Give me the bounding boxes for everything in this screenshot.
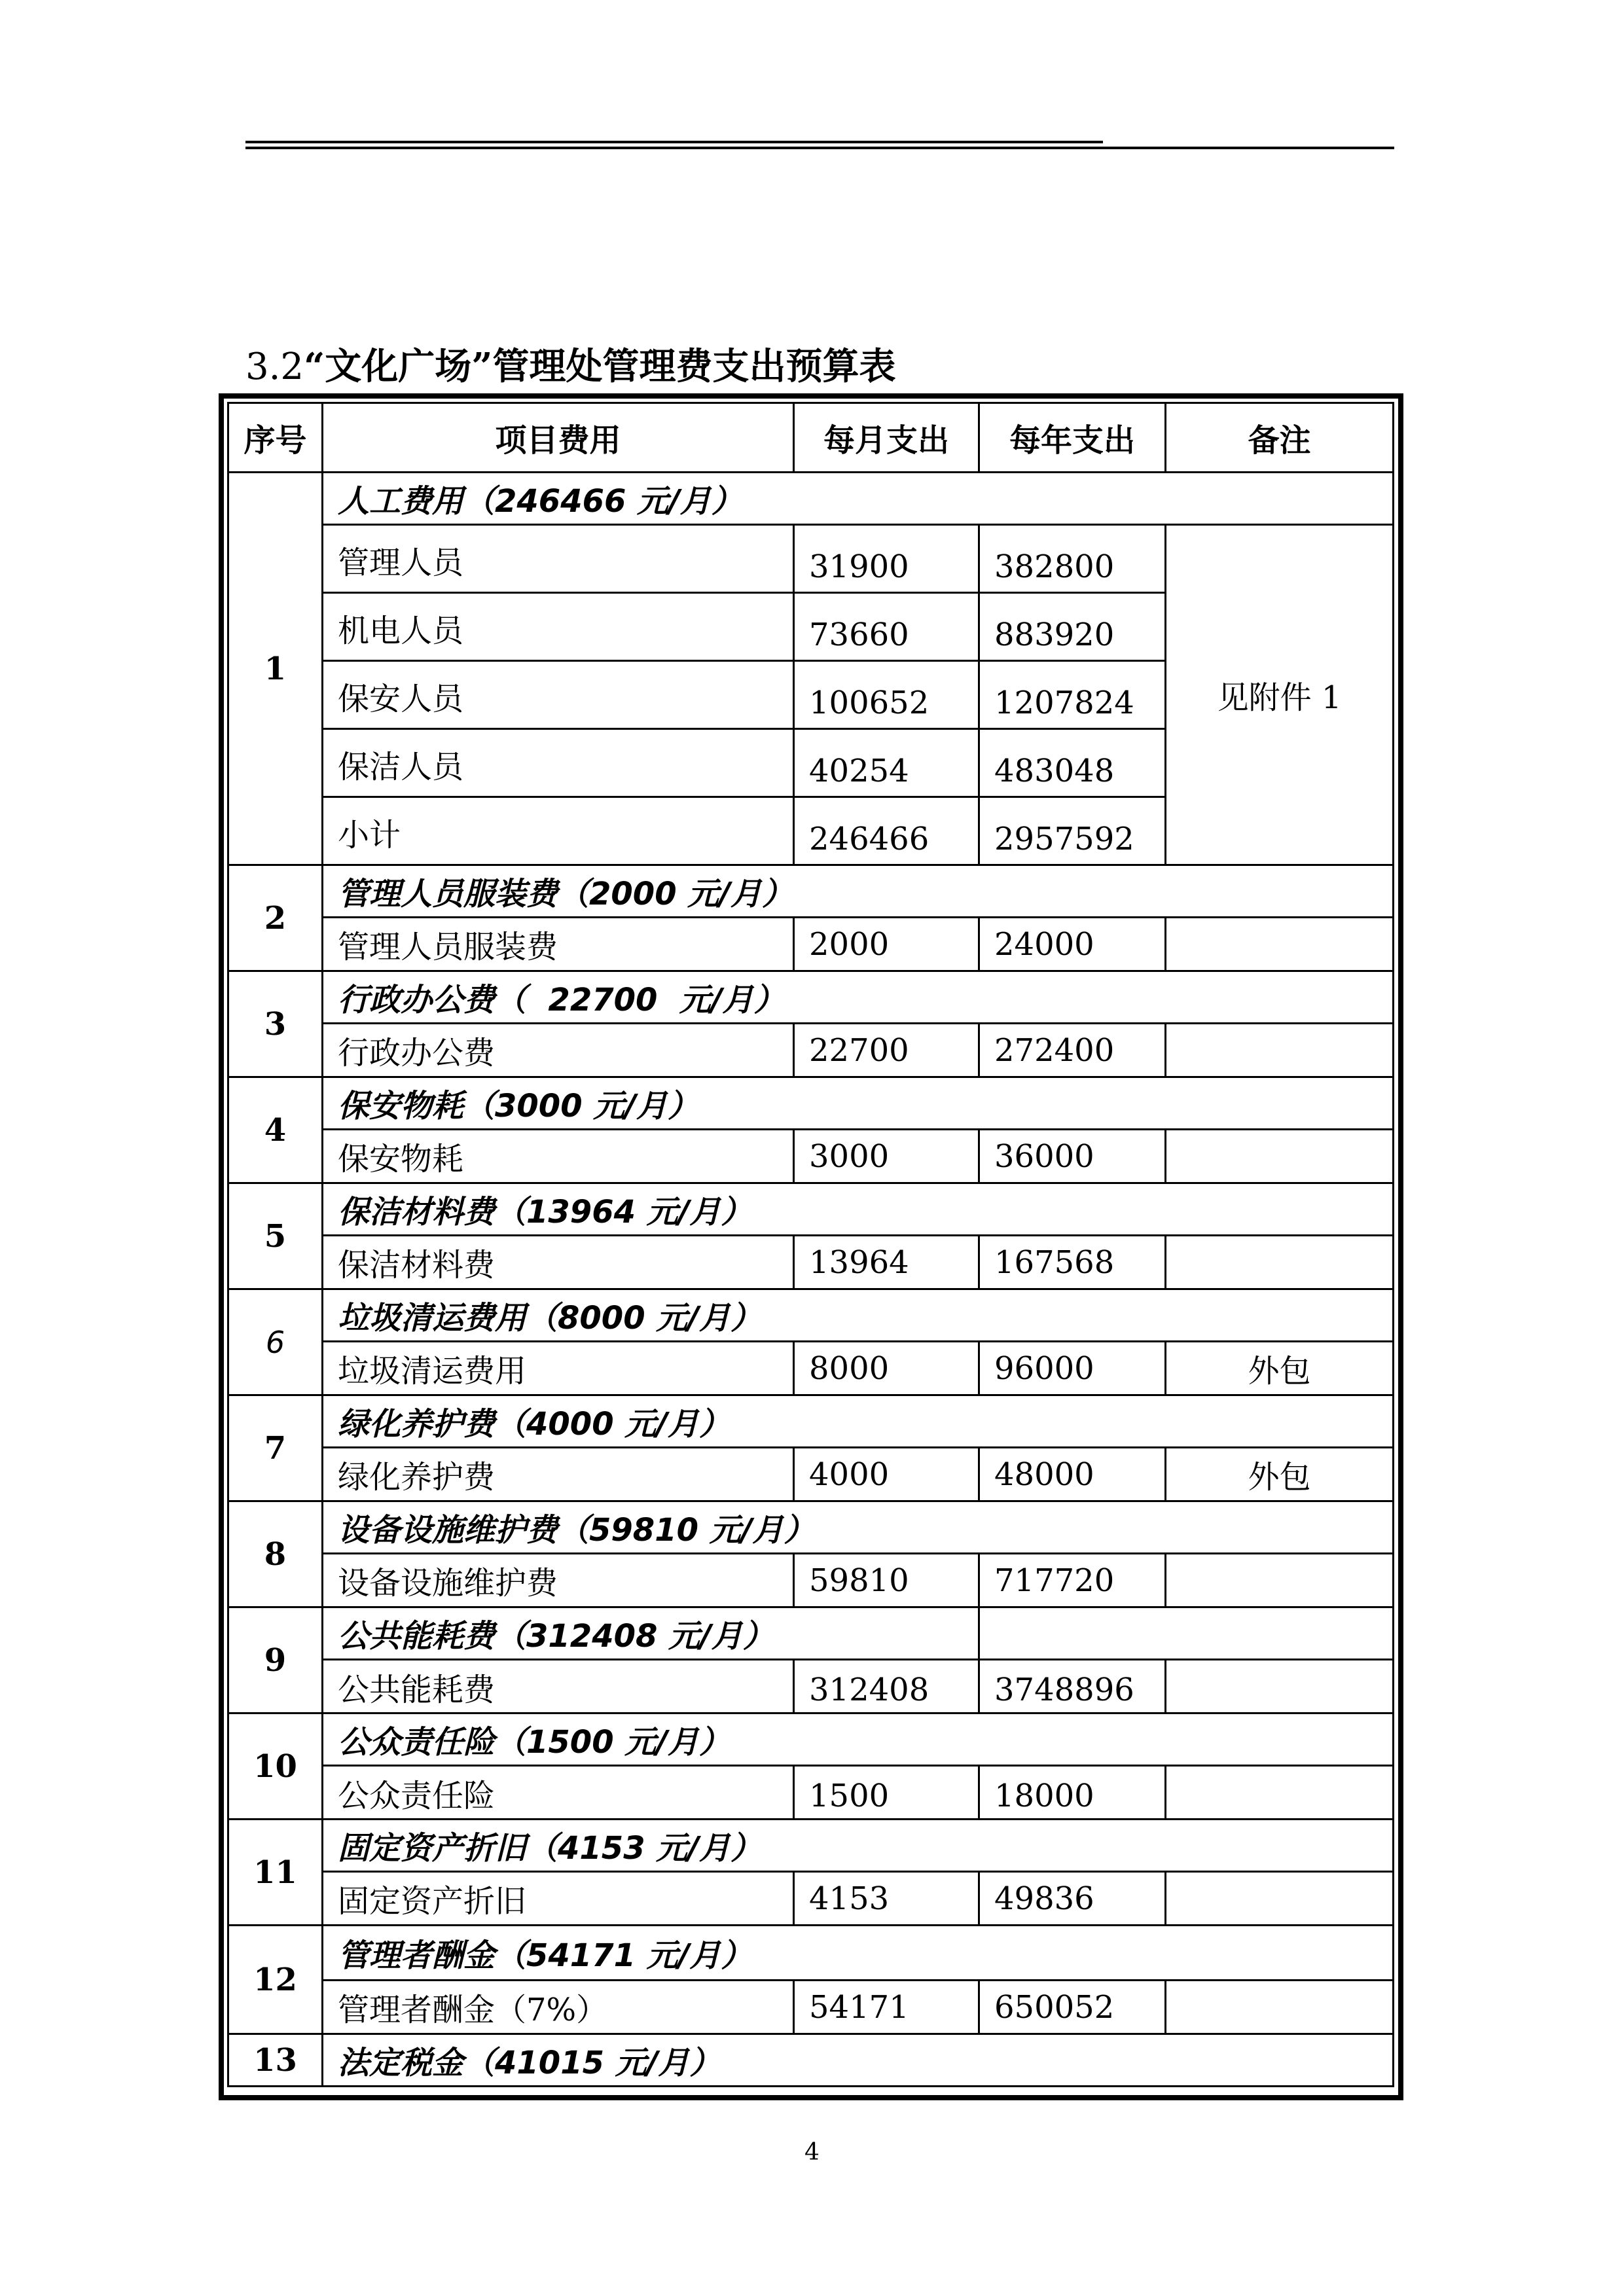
- table-row: [228, 1130, 1394, 1183]
- item-cell: 小计: [323, 797, 794, 865]
- category-title: 公众责任险（1500 元/月）: [323, 1713, 1394, 1766]
- seq-cell: 10: [228, 1713, 323, 1820]
- table-row: [228, 1448, 1394, 1501]
- header-rule-short: [245, 141, 1103, 143]
- title-number: 3.2: [245, 346, 304, 388]
- header-note: 备注: [1166, 403, 1394, 473]
- seq-cell: 11: [228, 1820, 323, 1926]
- category-row: [228, 473, 1394, 525]
- monthly-cell: 3000: [794, 1130, 979, 1183]
- table-row: [228, 1342, 1394, 1395]
- item-cell: 保安人员: [323, 661, 794, 729]
- item-cell: 管理者酬金（7%）: [323, 1981, 794, 2034]
- header-item: 项目费用: [323, 403, 794, 473]
- note-cell: [1166, 1236, 1394, 1289]
- seq-cell: 12: [228, 1926, 323, 2034]
- table-row: [228, 1554, 1394, 1607]
- monthly-cell: 246466: [794, 797, 979, 865]
- monthly-cell: 40254: [794, 729, 979, 797]
- monthly-cell: 54171: [794, 1981, 979, 2034]
- category-row: [228, 1607, 1394, 1660]
- seq-cell: 5: [228, 1183, 323, 1289]
- yearly-cell: 272400: [979, 1024, 1166, 1077]
- note-cell: [1166, 1981, 1394, 2034]
- seq-cell: 7: [228, 1395, 323, 1501]
- yearly-cell: 382800: [979, 525, 1166, 593]
- monthly-cell: 4153: [794, 1872, 979, 1926]
- yearly-cell: 883920: [979, 593, 1166, 661]
- category-row: [228, 865, 1394, 918]
- category-row: [228, 1820, 1394, 1872]
- yearly-cell: 96000: [979, 1342, 1166, 1395]
- yearly-cell: 3748896: [979, 1660, 1166, 1713]
- monthly-cell: 4000: [794, 1448, 979, 1501]
- category-row: [228, 971, 1394, 1024]
- empty-cell: [979, 1607, 1394, 1660]
- item-cell: 管理人员: [323, 525, 794, 593]
- table-row: [228, 1981, 1394, 2034]
- note-cell: 见附件 1: [1166, 525, 1394, 865]
- yearly-cell: 167568: [979, 1236, 1166, 1289]
- monthly-cell: 22700: [794, 1024, 979, 1077]
- category-row: [228, 1183, 1394, 1236]
- category-title: 管理人员服装费（2000 元/月）: [323, 865, 1394, 918]
- yearly-cell: 18000: [979, 1766, 1166, 1820]
- title-text: “文化广场”管理处管理费支出预算表: [304, 345, 896, 388]
- seq-cell: 4: [228, 1077, 323, 1183]
- item-cell: 公众责任险: [323, 1766, 794, 1820]
- seq-cell: 1: [228, 473, 323, 865]
- table-row: [228, 1872, 1394, 1926]
- note-cell: [1166, 1766, 1394, 1820]
- table-row: [228, 918, 1394, 971]
- yearly-cell: 36000: [979, 1130, 1166, 1183]
- monthly-cell: 100652: [794, 661, 979, 729]
- seq-cell: 13: [228, 2034, 323, 2087]
- item-cell: 固定资产折旧: [323, 1872, 794, 1926]
- header-yearly: 每年支出: [979, 403, 1166, 473]
- table-row: [228, 1766, 1394, 1820]
- item-cell: 保洁材料费: [323, 1236, 794, 1289]
- category-title: 行政办公费（ 22700 元/月）: [323, 971, 1394, 1024]
- monthly-cell: 59810: [794, 1554, 979, 1607]
- table-row: [228, 1660, 1394, 1713]
- monthly-cell: 31900: [794, 525, 979, 593]
- note-cell: [1166, 1130, 1394, 1183]
- item-cell: 保洁人员: [323, 729, 794, 797]
- item-cell: 设备设施维护费: [323, 1554, 794, 1607]
- category-title: 绿化养护费（4000 元/月）: [323, 1395, 1394, 1448]
- monthly-cell: 8000: [794, 1342, 979, 1395]
- monthly-cell: 2000: [794, 918, 979, 971]
- header-rule-long: [245, 147, 1394, 149]
- table-row: [228, 1024, 1394, 1077]
- budget-table: [227, 402, 1394, 2087]
- page-title: [245, 337, 895, 397]
- note-cell: [1166, 1872, 1394, 1926]
- category-row: [228, 1713, 1394, 1766]
- seq-cell: 3: [228, 971, 323, 1077]
- seq-cell: 8: [228, 1501, 323, 1607]
- category-row: [228, 2034, 1394, 2087]
- category-row: [228, 1289, 1394, 1342]
- category-title: 人工费用（246466 元/月）: [323, 473, 1394, 525]
- note-cell: [1166, 918, 1394, 971]
- category-title: 固定资产折旧（4153 元/月）: [323, 1820, 1394, 1872]
- item-cell: 行政办公费: [323, 1024, 794, 1077]
- seq-cell: 2: [228, 865, 323, 971]
- category-title: 法定税金（41015 元/月）: [323, 2034, 1394, 2087]
- category-title: 垃圾清运费用（8000 元/月）: [323, 1289, 1394, 1342]
- monthly-cell: 13964: [794, 1236, 979, 1289]
- yearly-cell: 49836: [979, 1872, 1166, 1926]
- note-cell: 外包: [1166, 1448, 1394, 1501]
- yearly-cell: 483048: [979, 729, 1166, 797]
- item-cell: 机电人员: [323, 593, 794, 661]
- category-row: [228, 1077, 1394, 1130]
- item-cell: 绿化养护费: [323, 1448, 794, 1501]
- yearly-cell: 24000: [979, 918, 1166, 971]
- table-row: [228, 525, 1394, 593]
- monthly-cell: 1500: [794, 1766, 979, 1820]
- yearly-cell: 48000: [979, 1448, 1166, 1501]
- item-cell: 管理人员服装费: [323, 918, 794, 971]
- seq-cell: 6: [228, 1289, 323, 1395]
- category-row: [228, 1501, 1394, 1554]
- note-cell: [1166, 1554, 1394, 1607]
- header-seq: 序号: [228, 403, 323, 473]
- table-header-row: [228, 403, 1394, 473]
- header-monthly: 每月支出: [794, 403, 979, 473]
- monthly-cell: 73660: [794, 593, 979, 661]
- note-cell: [1166, 1024, 1394, 1077]
- category-title: 保安物耗（3000 元/月）: [323, 1077, 1394, 1130]
- category-title: 管理者酬金（54171 元/月）: [323, 1926, 1394, 1981]
- note-cell: 外包: [1166, 1342, 1394, 1395]
- item-cell: 公共能耗费: [323, 1660, 794, 1713]
- item-cell: 垃圾清运费用: [323, 1342, 794, 1395]
- category-title: 保洁材料费（13964 元/月）: [323, 1183, 1394, 1236]
- yearly-cell: 1207824: [979, 661, 1166, 729]
- category-row: [228, 1926, 1394, 1981]
- page-number: 4: [804, 2139, 820, 2166]
- category-title: 公共能耗费（312408 元/月）: [323, 1607, 979, 1660]
- yearly-cell: 2957592: [979, 797, 1166, 865]
- yearly-cell: 717720: [979, 1554, 1166, 1607]
- category-title: 设备设施维护费（59810 元/月）: [323, 1501, 1394, 1554]
- table-row: [228, 1236, 1394, 1289]
- item-cell: 保安物耗: [323, 1130, 794, 1183]
- monthly-cell: 312408: [794, 1660, 979, 1713]
- seq-cell: 9: [228, 1607, 323, 1713]
- note-cell: [1166, 1660, 1394, 1713]
- yearly-cell: 650052: [979, 1981, 1166, 2034]
- category-row: [228, 1395, 1394, 1448]
